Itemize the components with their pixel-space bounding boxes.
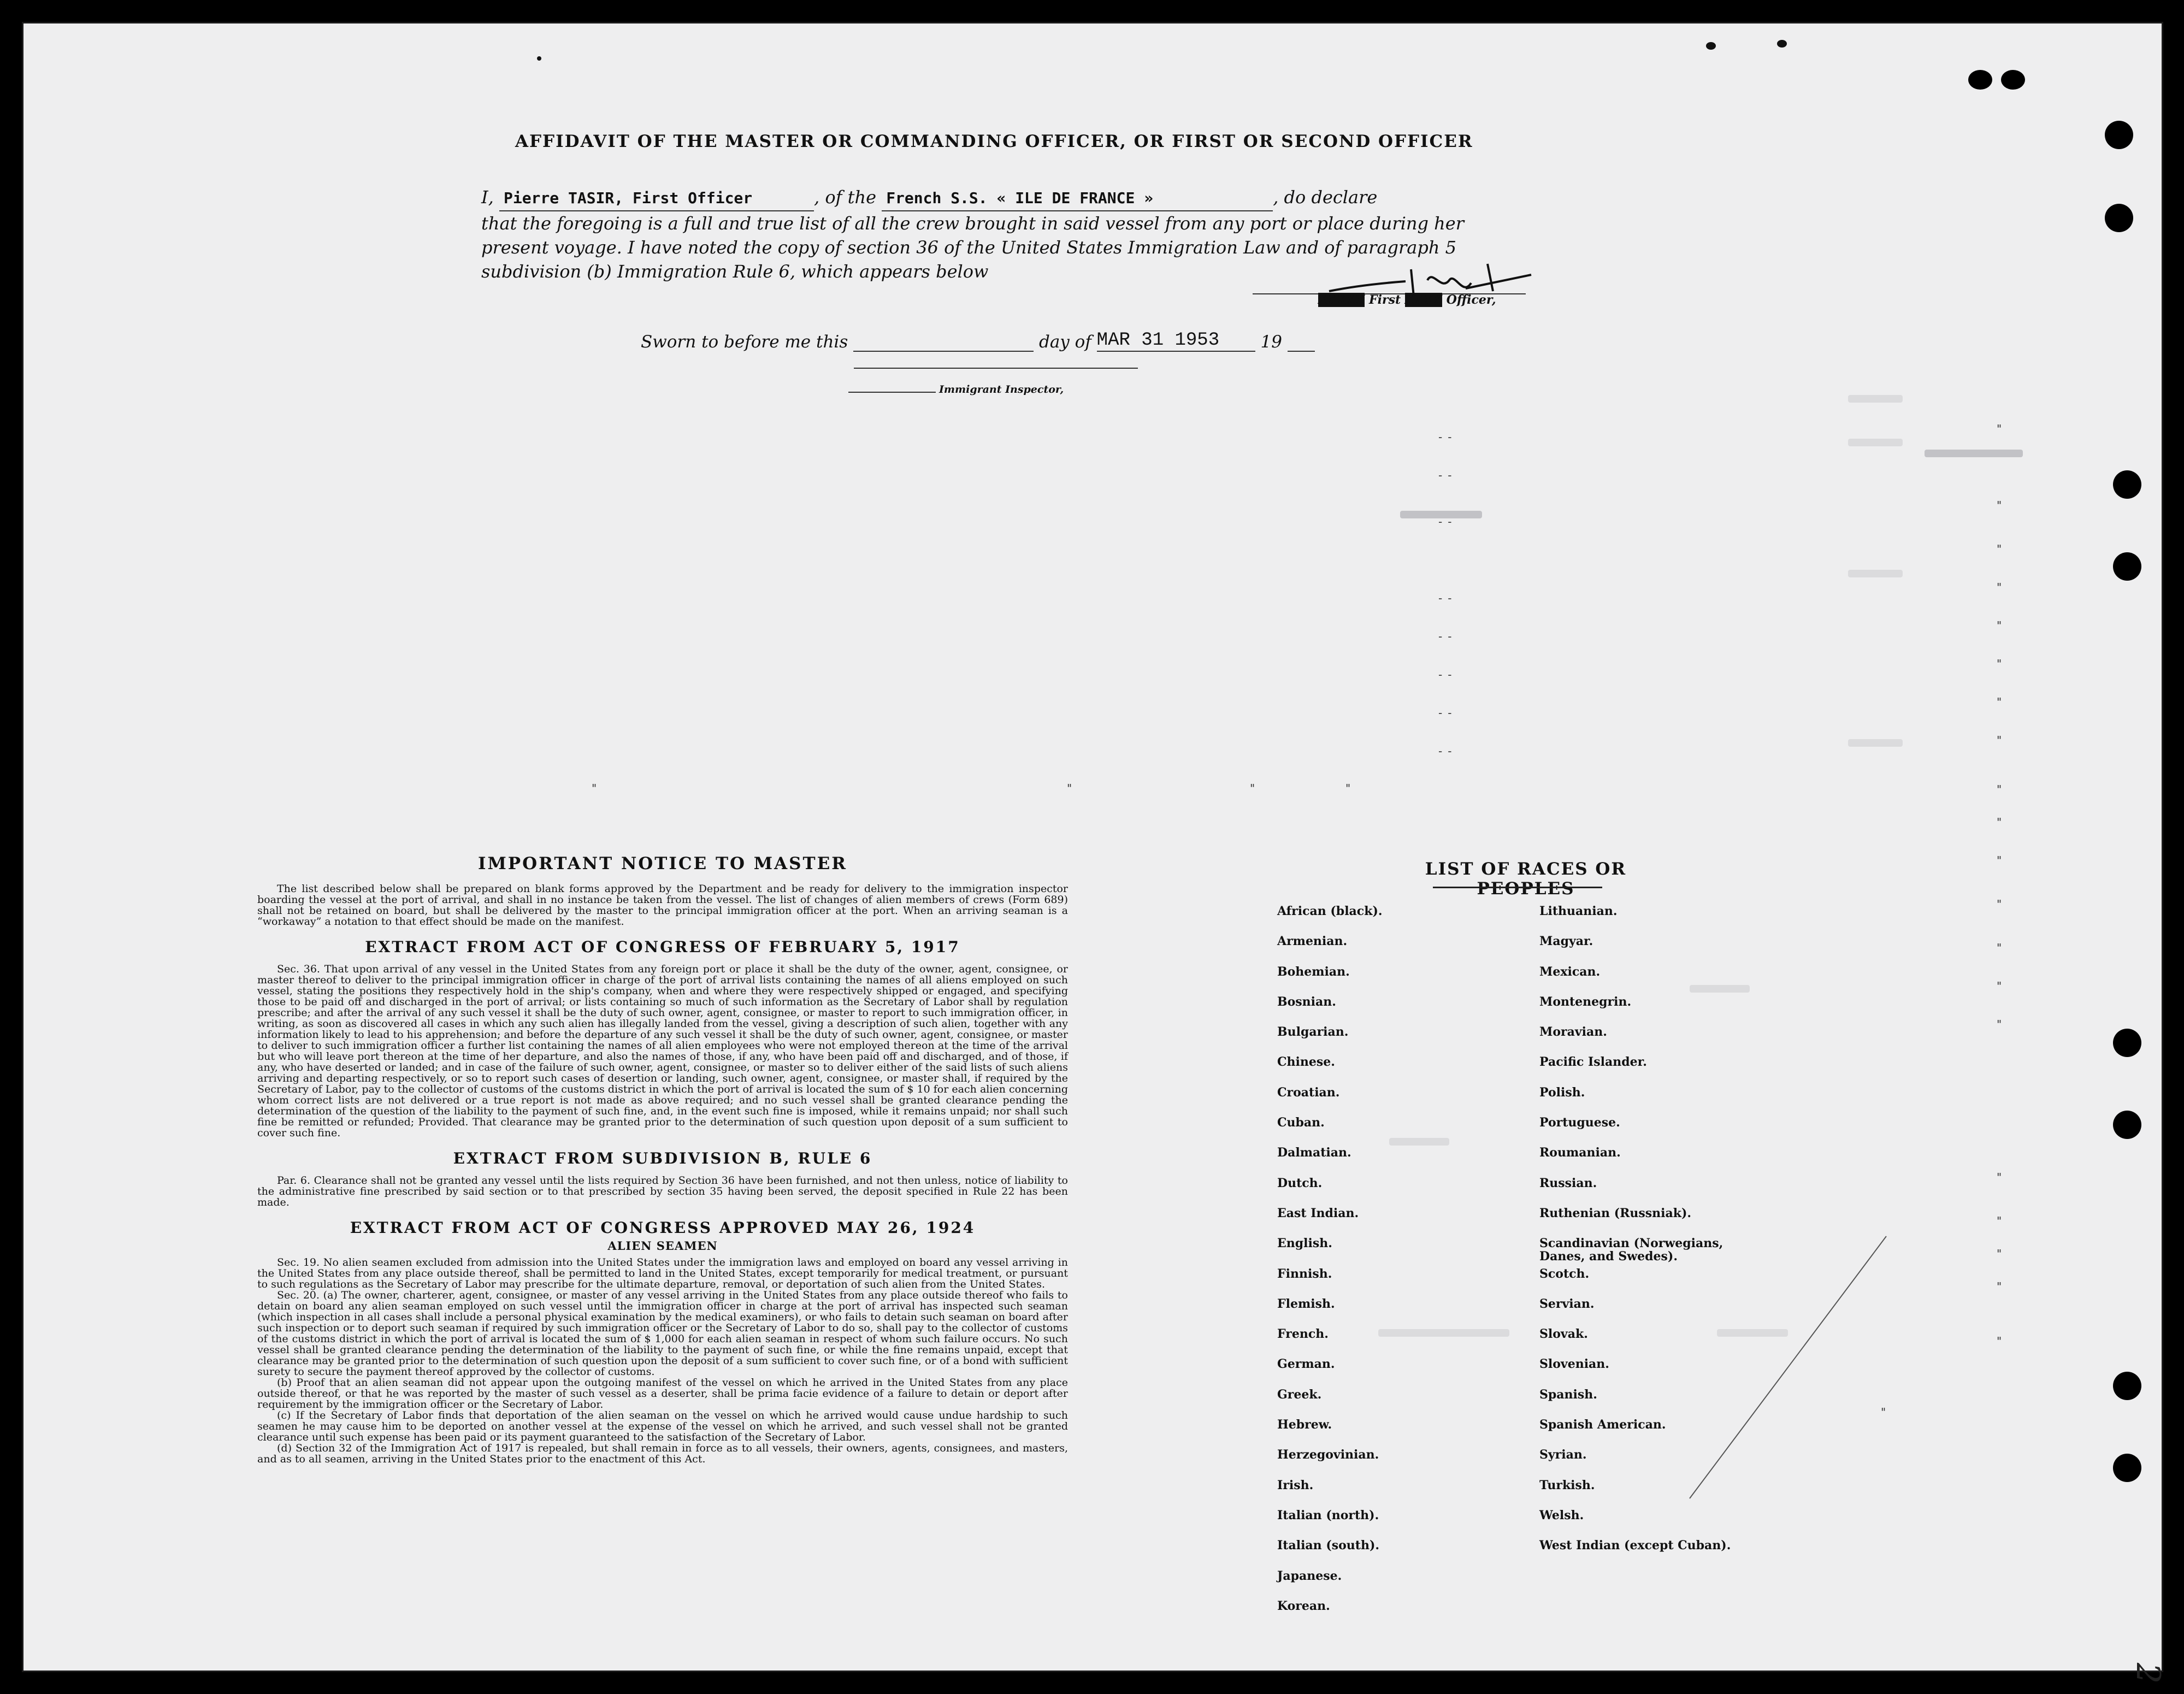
race-item: French.: [1277, 1327, 1329, 1342]
ditto-mark: ": [1345, 782, 1351, 795]
ditto-mark: ": [1997, 1335, 2002, 1348]
ditto-mark: ": [1997, 898, 2002, 911]
punch-hole: [2113, 1454, 2141, 1482]
ditto-mark: ": [1997, 734, 2002, 747]
extract3-sec20d: (d) Section 32 of the Immigration Act of 1917 is repealed, but shall remain in force as to all vessels, their owners, agents, consignees, and masters, and as to all seamen, arriving in the United States prior to the enactment of this Act.: [257, 1442, 1068, 1465]
race-item: Dalmatian.: [1277, 1146, 1351, 1160]
extract1-title: EXTRACT FROM ACT OF CONGRESS OF FEBRUARY 5, 1917: [365, 938, 960, 956]
manifest-sheet: [22, 22, 2168, 1684]
race-item: Japanese.: [1277, 1568, 1342, 1583]
race-item: German.: [1277, 1357, 1335, 1372]
race-item: East Indian.: [1277, 1206, 1359, 1220]
ditto-mark: ": [1997, 783, 2002, 796]
affidavit-body: that the foregoing is a full and true list of all the crew brought in said vessel from any port or place during her present voyage. I have noted the copy of section 36 of the United States Immigration Law and of paragraph 5 subdivision (b) Immigration Rule 6, which appears below: [481, 213, 1464, 282]
race-item: Mexican.: [1539, 964, 1601, 979]
speck: [537, 56, 541, 61]
punch-hole: [2113, 552, 2141, 581]
ditto-mark: ": [1997, 1018, 2002, 1031]
sworn-prefix: Sworn to before me this: [641, 332, 848, 352]
race-item: Chinese.: [1277, 1055, 1335, 1070]
race-item: Flemish.: [1277, 1296, 1335, 1311]
race-item: Spanish.: [1539, 1387, 1597, 1402]
ditto-mark: ": [592, 782, 597, 795]
extract3-title: EXTRACT FROM ACT OF CONGRESS APPROVED MAY 26, 1924: [350, 1219, 976, 1237]
ditto-mark: ": [1997, 657, 2002, 670]
extract3-sec19: Sec. 19. No alien seamen excluded from admission into the United States under the immigration laws and employed on board any vessel arriving in the United States from any place outside thereof, shall be permitted to land in the United States, except temporarily for medical treatment, or pursuant to such regulations as the Secretary of Labor may prescribe for the ultimate departure, removal, or deportation of such alien from the United States.: [257, 1256, 1068, 1290]
ditto-mark: ": [1997, 979, 2002, 993]
affidavit-title: AFFIDAVIT OF THE MASTER OR COMMANDING OFFICER, OR FIRST OR SECOND OFFICER: [515, 132, 1473, 151]
race-item: Italian (south).: [1277, 1538, 1380, 1553]
race-item: Korean.: [1277, 1598, 1330, 1613]
dash-mark: --: [1438, 430, 1457, 444]
race-item: Turkish.: [1539, 1478, 1595, 1492]
race-item: Welsh.: [1539, 1508, 1584, 1522]
bleed-mark: [1848, 395, 1903, 403]
race-item: Slovenian.: [1539, 1357, 1609, 1372]
punch-hole: [2113, 470, 2141, 499]
ditto-mark: ": [1997, 1247, 2002, 1260]
race-item: Dutch.: [1277, 1176, 1323, 1190]
punch-hole: [2113, 1111, 2141, 1139]
race-item: Ruthenian (Russniak).: [1539, 1206, 1692, 1220]
speck: [1706, 42, 1716, 50]
signature-caption-officer: Officer,: [1446, 293, 1496, 307]
ditto-mark: ": [1997, 542, 2002, 556]
race-item: Magyar.: [1539, 934, 1593, 949]
ditto-mark: ": [1997, 854, 2002, 867]
race-item: West Indian (except Cuban).: [1539, 1538, 1731, 1553]
sworn-year-blank: [1288, 351, 1315, 352]
race-item: Greek.: [1277, 1387, 1322, 1402]
date-stamp: MAR 31 1953: [1096, 330, 1220, 351]
inspector-caption-text: Immigrant Inspector,: [939, 383, 1064, 396]
sworn-line: [641, 329, 1406, 352]
signature-caption-first: First: [1369, 293, 1401, 307]
punch-hole: [2001, 70, 2025, 90]
speck: [1777, 40, 1787, 48]
punch-hole: [2105, 121, 2133, 149]
vessel-name-field: French S.S. « ILE DE FRANCE »: [882, 186, 1273, 211]
race-item: Armenian.: [1277, 934, 1348, 949]
races-left-column: [1277, 905, 1430, 1630]
race-item: Scotch.: [1539, 1266, 1590, 1281]
extract2-body: Par. 6. Clearance shall not be granted any vessel until the lists required by Section 36 have been furnished, and not then unless, notice of liability to the administrative fine prescribed by said section or to that prescribed by section 35 having been served, the deposit specified in Rule 22 has been made.: [257, 1174, 1068, 1208]
race-item: Bosnian.: [1277, 994, 1336, 1009]
race-item: Polish.: [1539, 1085, 1585, 1100]
race-item: Scandinavian (Norwegians, Danes, and Swedes).: [1539, 1236, 1723, 1264]
extract2-title: EXTRACT FROM SUBDIVISION B, RULE 6: [453, 1149, 872, 1167]
ditto-mark: ": [1997, 695, 2002, 709]
punch-hole: [1968, 70, 1992, 90]
affidavit-i: I,: [481, 187, 494, 208]
inspector-blank: [848, 392, 936, 393]
race-item: Croatian.: [1277, 1085, 1340, 1100]
punch-hole: [2113, 1372, 2141, 1400]
ditto-mark: ": [1250, 782, 1255, 795]
inspector-caption: [848, 383, 1064, 396]
page-number: 2: [2129, 1662, 2168, 1684]
race-item: Montenegrin.: [1539, 994, 1632, 1009]
extract3-sec20a: Sec. 20. (a) The owner, charterer, agent, consignee, or master of any vessel arriving in the United States from any place outside thereof who fails to detain on board any alien seaman employed on such vessel until the immigration officer in charge at the port of arrival has inspected such seaman (which inspection in all cases shall include a personal physical examination by the medical examiners), or who fails to detain such seaman on board after such inspection or to deport such seaman if required by such immigration officer or the Secretary of Labor to do so, shall pay to the collector of customs of the customs district in which the port of arrival is located the sum of $ 1,000 for each alien seaman in respect of whom such failure occurs. No such vessel shall be granted clearance pending the determination of the liability to the payment of such fine, or while the fine remains unpaid, except that clearance may be granted prior to the determination of such question upon the deposit of a sum sufficient to cover such fine, or of a bond with sufficient surety to secure the payment thereof approved by the collector of customs.: [257, 1289, 1068, 1378]
dash-mark: --: [1438, 592, 1457, 605]
race-item: English.: [1277, 1236, 1332, 1251]
ditto-mark: ": [1997, 422, 2002, 435]
races-title: LIST OF RACES OR PEOPLES: [1425, 859, 1627, 899]
ditto-mark: ": [1997, 941, 2002, 954]
inspector-signature-line: [854, 368, 1138, 369]
bleed-mark: [1848, 739, 1903, 747]
ditto-mark: ": [1997, 619, 2002, 632]
race-item: Portuguese.: [1539, 1115, 1620, 1130]
dash-mark: --: [1438, 515, 1457, 528]
ditto-mark: ": [1997, 499, 2002, 512]
race-item: Lithuanian.: [1539, 904, 1618, 918]
diagonal-pen-stroke: [1679, 1225, 1908, 1509]
race-item: Finnish.: [1277, 1266, 1332, 1281]
races-title-rule: [1433, 887, 1602, 888]
ditto-mark: ": [1067, 782, 1072, 795]
sworn-date-blank: [1097, 329, 1255, 352]
ditto-mark: ": [1997, 816, 2002, 829]
punch-hole: [2105, 204, 2133, 232]
affidavit-do-declare: , do declare: [1273, 187, 1378, 208]
ditto-mark: ": [1997, 1280, 2002, 1293]
dash-mark: --: [1438, 668, 1457, 681]
dash-mark: --: [1438, 706, 1457, 719]
sworn-day-of: day of: [1038, 332, 1091, 352]
extract1-body: Sec. 36. That upon arrival of any vessel in the United States from any foreign port or place it shall be the duty of the owner, agent, consignee, or master thereof to deliver to the principal immigration officer in charge of the port of arrival lists containing the names of all aliens employed on such vessel, stating the positions they respectively hold in the ship's company, when and where they were respectively shipped or engaged, and specifying those to be paid off and discharged in the port of arrival; or lists containing so much of such information as the Secretary of Labor shall by regulation prescribe; and after the arrival of any such vessel it shall be the duty of such owner, agent, consignee, or master to report to such immigration officer, in writing, as soon as discovered all cases in which any such alien has illegally landed from the vessel, giving a description of such alien, together with any information likely to lead to his apprehension; and before the departure of any such vessel it shall be the duty of such owner, agent, consignee, or master to deliver to such immigration officer a further list containing the names of all alien employees who were not employed thereon at the time of the arrival but who will leave port thereon at the time of her departure, and also the names of those, if any, who have been paid off and discharged, and of those, if any, who have deserted or landed; and in case of the failure of such owner, agent, consignee, or master so to deliver either of the said lists of such aliens arriving and departing respectively, or so to report such cases of desertion or landing, such owner, agent, consignee, or master shall, if required by the Secretary of Labor, pay to the collector of customs of the customs district in which the port of arrival is located the sum of $ 10 for each alien concerning whom correct lists are not delivered or a true report is not made as above required; and no such vessel shall be granted clearance pending the determination of the question of the liability to the payment of such fine, and, in the event such fine is imposed, while it remains unpaid; nor shall such fine be remitted or refunded; Provided. That clearance may be granted prior to the determination of such question upon deposit of a sum sufficient to cover such fine.: [257, 963, 1068, 1139]
dash-mark: --: [1438, 630, 1457, 643]
dash-mark: --: [1438, 745, 1457, 758]
notice-intro: The list described below shall be prepared on blank forms approved by the Department and be ready for delivery to the immigration inspector boarding the vessel at the port of arrival, and shall in no instance be taken from the vessel. The list of changes of alien members of crews (Form 689) shall not be retained on board, but shall be delivered by the master to the principal immigration officer at the port. When an arriving seaman is a “workaway” a notation to that effect should be made on the manifest.: [257, 883, 1068, 928]
punch-hole: [2113, 1029, 2141, 1057]
ditto-mark: ": [1997, 581, 2002, 594]
race-item: Hebrew.: [1277, 1418, 1332, 1432]
extract3-sec20b: (b) Proof that an alien seaman did not appear upon the outgoing manifest of the vessel on which he arrived in the United States from any place outside thereof, or that he was reported by the master of such vessel as a deserter, shall be prima facie evidence of a failure to detain or deport after requirement by the immigration officer or the Secretary of Labor.: [257, 1377, 1068, 1410]
race-item: Spanish American.: [1539, 1418, 1666, 1432]
sworn-year-prefix: 19: [1260, 332, 1282, 352]
ditto-mark: ": [1997, 1214, 2002, 1227]
race-item: Pacific Islander.: [1539, 1055, 1647, 1070]
race-item: Syrian.: [1539, 1448, 1587, 1462]
race-item: Italian (north).: [1277, 1508, 1379, 1522]
race-item: Russian.: [1539, 1176, 1597, 1190]
race-item: Cuban.: [1277, 1115, 1325, 1130]
bleed-mark: [1925, 450, 2023, 457]
bleed-mark: [1848, 439, 1903, 446]
important-notice: [257, 854, 1068, 1465]
race-item: Moravian.: [1539, 1025, 1607, 1040]
extract3-subtitle: ALIEN SEAMEN: [607, 1239, 718, 1253]
affidavit-of-the: , of the: [813, 187, 877, 208]
race-item: Slovak.: [1539, 1327, 1588, 1342]
race-item: Herzegovinian.: [1277, 1448, 1379, 1462]
officer-name-field: Pierre TASIR, First Officer: [499, 186, 814, 211]
race-item: Irish.: [1277, 1478, 1314, 1492]
race-item: Bohemian.: [1277, 964, 1350, 979]
extract3-sec20c: (c) If the Secretary of Labor finds that deportation of the alien seaman on the vessel on which he arrived would cause undue hardship to such seamen he may cause him to be deported on another vessel at the expense of the vessel on which he arrived, and such vessel shall not be granted clearance until such expense has been paid or its payment guaranteed to the satisfaction of the Secretary of Labor.: [257, 1409, 1068, 1443]
ditto-mark: ": [1881, 1406, 1886, 1419]
ditto-mark: ": [1997, 1171, 2002, 1184]
sworn-day-blank: [853, 351, 1034, 352]
bleed-mark: [1848, 570, 1903, 577]
race-item: African (black).: [1277, 904, 1383, 918]
notice-title: IMPORTANT NOTICE TO MASTER: [477, 854, 848, 873]
race-item: Roumanian.: [1539, 1146, 1621, 1160]
race-item: Servian.: [1539, 1296, 1595, 1311]
race-item: Bulgarian.: [1277, 1025, 1349, 1040]
signature-caption: XXXXX First XXXX Officer,: [1318, 293, 1496, 307]
dash-mark: --: [1438, 469, 1457, 482]
